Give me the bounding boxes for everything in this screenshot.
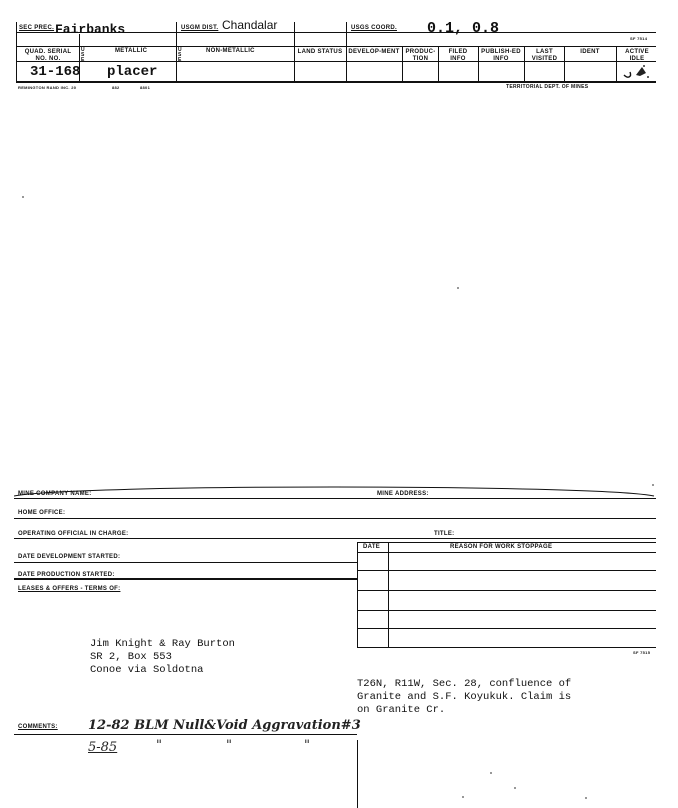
- rule: [14, 578, 357, 580]
- col-sep: [346, 22, 347, 82]
- usgs-coord-value: 0.1, 0.8: [427, 20, 500, 37]
- rule: [14, 538, 656, 539]
- sec-prec-value: Fairbanks: [55, 22, 126, 37]
- col-sep: [616, 47, 617, 82]
- row-bottom-rule: [16, 81, 656, 83]
- rule: [357, 740, 358, 808]
- col-sep: [438, 47, 439, 82]
- col-production: PRODUC-TION: [405, 49, 436, 62]
- rule: [357, 628, 656, 629]
- comments-label: COMMENTS:: [18, 724, 58, 730]
- production-started-label: DATE PRODUCTION STARTED:: [18, 572, 115, 578]
- speck: [457, 287, 459, 289]
- col-use-metallic: U S E: [81, 47, 85, 63]
- col-sep: [402, 47, 403, 82]
- mine-address-label: MINE ADDRESS:: [377, 491, 429, 497]
- col-sep: [294, 22, 295, 82]
- rule: [357, 590, 656, 591]
- ditto-mark-3: ": [304, 738, 310, 753]
- form-number-top: SF 7514: [630, 36, 648, 41]
- rule: [357, 552, 656, 553]
- owner-line-3: Conoe via Soldotna: [90, 664, 204, 676]
- comment-date-2: 5-85: [88, 740, 118, 755]
- columns-top-rule: [16, 46, 656, 47]
- col-quad-serial: QUAD. SERIAL NO. NO.: [24, 49, 72, 62]
- printer-credit: REMINGTON RAND INC. 20: [18, 85, 77, 90]
- col-development: DEVELOP-MENT: [348, 49, 400, 55]
- location-line-2: Granite and S.F. Koyukuk. Claim is: [357, 691, 572, 703]
- usgm-dist-value: Chandalar: [222, 18, 278, 32]
- scribble-mark-icon: [618, 63, 656, 81]
- col-nonmetallic: NON-METALLIC: [206, 48, 255, 54]
- speck: [514, 787, 516, 789]
- col-last-visited: LAST VISITED: [531, 49, 558, 62]
- rule: [357, 570, 656, 571]
- row-metallic: placer: [107, 64, 158, 80]
- owner-line-2: SR 2, Box 553: [90, 651, 172, 663]
- col-sep: [478, 47, 479, 82]
- left-edge: [16, 22, 17, 82]
- col-metallic: METALLIC: [115, 48, 148, 54]
- home-office-label: HOME OFFICE:: [18, 510, 66, 516]
- col-published-info: PUBLISH-ED INFO: [481, 49, 521, 62]
- ditto-mark-1: ": [156, 738, 162, 753]
- rule: [14, 734, 357, 735]
- printer-code-1: 882: [112, 85, 120, 90]
- rule: [388, 542, 389, 648]
- speck: [585, 797, 587, 799]
- mine-company-label: MINE COMPANY NAME:: [18, 491, 92, 497]
- card-top-edge: [14, 476, 664, 498]
- department-name: TERRITORIAL DEPT. OF MINES: [506, 84, 589, 90]
- rule: [357, 647, 656, 648]
- location-line-3: on Granite Cr.: [357, 704, 446, 716]
- rule: [14, 518, 656, 519]
- row-quad-serial: 31-168: [30, 64, 81, 80]
- ditto-mark-2: ": [226, 738, 232, 753]
- comment-line-1: 12-82 BLM Null&Void Aggravation#3: [88, 718, 361, 733]
- date-column-header: DATE: [363, 544, 381, 550]
- rule: [14, 498, 656, 499]
- leases-label: LEASES & OFFERS - TERMS OF:: [18, 586, 121, 592]
- rule: [357, 542, 656, 543]
- col-active-idle: ACTIVE IDLE: [625, 49, 649, 62]
- col-use-nonmetallic: U S E: [178, 47, 182, 63]
- usgs-coord-label: USGS COORD.: [351, 25, 397, 31]
- speck: [462, 796, 464, 798]
- speck: [490, 772, 492, 774]
- owner-address: [90, 638, 235, 677]
- rule: [357, 542, 358, 648]
- col-land-status: LAND STATUS: [297, 49, 343, 55]
- speck: [22, 196, 24, 198]
- usgm-dist-label: USGM DIST.: [181, 25, 219, 31]
- sec-prec-label: SEC PREC.: [19, 25, 55, 31]
- operating-official-label: OPERATING OFFICIAL IN CHARGE:: [18, 531, 129, 537]
- reason-column-header: REASON FOR WORK STOPPAGE: [450, 544, 553, 550]
- col-sep: [176, 22, 177, 82]
- col-sep: [564, 47, 565, 82]
- col-filed-info: FILED INFO: [448, 49, 468, 62]
- col-sep: [524, 47, 525, 82]
- col-ident: IDENT: [580, 49, 600, 55]
- rule: [14, 562, 357, 563]
- location-line-1: T26N, R11W, Sec. 28, confluence of: [357, 678, 572, 690]
- development-started-label: DATE DEVELOPMENT STARTED:: [18, 554, 121, 560]
- title-label: TITLE:: [434, 531, 455, 537]
- printer-code-2: 8801: [140, 85, 151, 90]
- rule: [357, 610, 656, 611]
- form-number-bottom: SF 7515: [633, 650, 651, 655]
- location-note: [357, 678, 571, 717]
- owner-line-1: Jim Knight & Ray Burton: [90, 638, 235, 650]
